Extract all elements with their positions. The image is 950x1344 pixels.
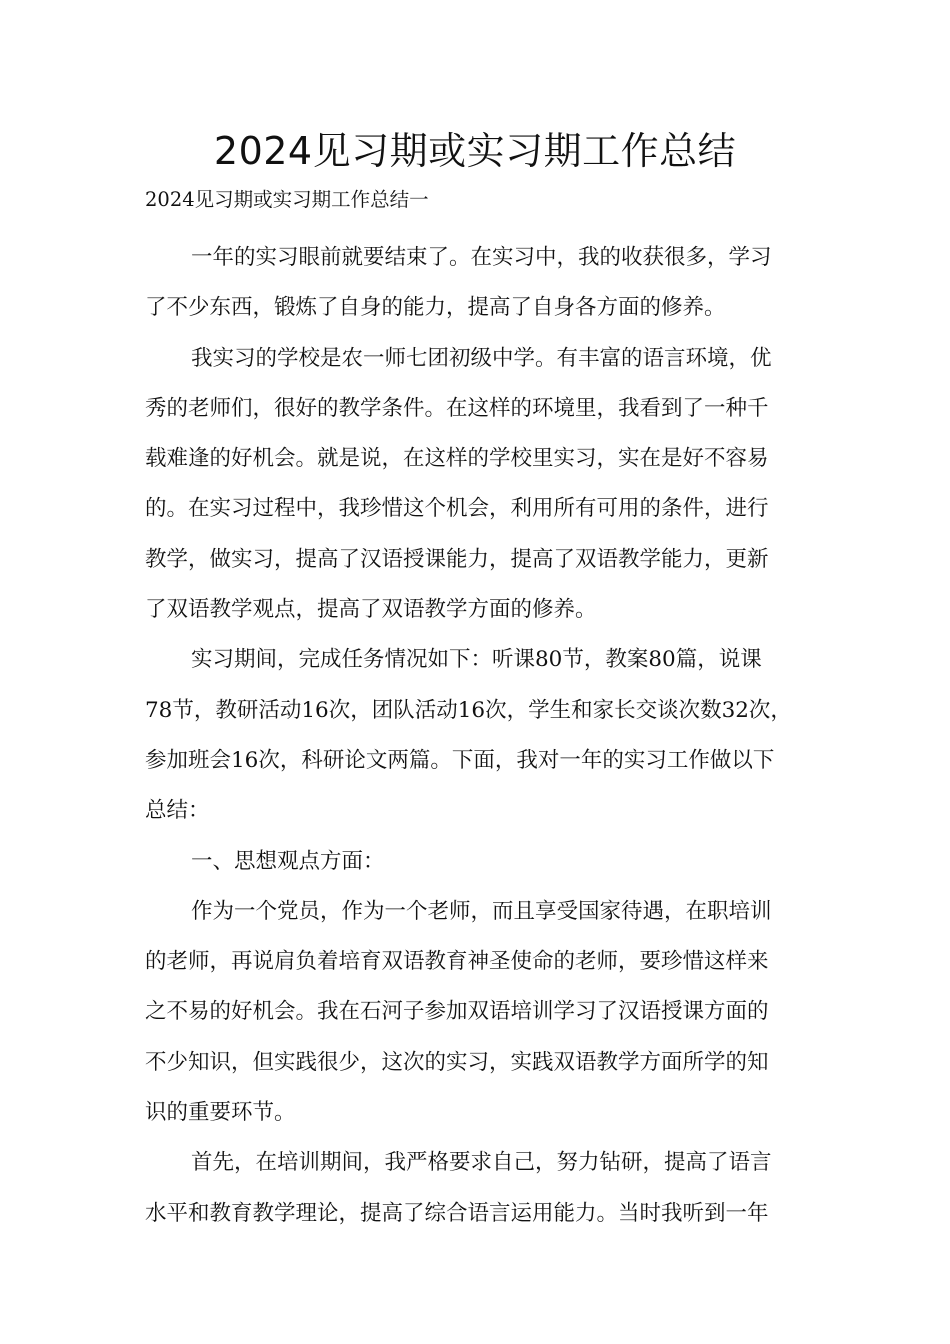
paragraph-3 [145, 635, 825, 836]
text-line: 水平和教育教学理论，提高了综合语言运用能力。当时我听到一年 [145, 1200, 769, 1226]
text-line: 78节，教研活动16次，团队活动16次，学生和家长交谈次数32次， [145, 697, 792, 723]
text-line: 的老师，再说肩负着培育双语教育神圣使命的老师，要珍惜这样来 [145, 949, 769, 975]
document-title: 2024见习期或实习期工作总结 [213, 129, 737, 173]
text-line: 一、思想观点方面： [191, 848, 385, 874]
text-line: 秀的老师们，很好的教学条件。在这样的环境里，我看到了一种千 [145, 395, 769, 421]
paragraph-4 [145, 887, 825, 1138]
text-line: 教学，做实习，提高了汉语授课能力，提高了双语教学能力，更新 [145, 546, 769, 572]
text-line: 载难逢的好机会。就是说，在这样的学校里实习，实在是好不容易 [145, 446, 769, 472]
document-body [145, 233, 825, 1239]
paragraph-2 [145, 334, 825, 636]
text-line: 参加班会16次，科研论文两篇。下面，我对一年的实习工作做以下 [145, 747, 775, 773]
text-line: 的。在实习过程中，我珍惜这个机会，利用所有可用的条件，进行 [145, 496, 769, 522]
section-heading [145, 837, 825, 887]
text-line: 了双语教学观点，提高了双语教学方面的修养。 [145, 597, 597, 623]
text-line: 识的重要环节。 [145, 1100, 296, 1126]
text-line: 一年的实习眼前就要结束了。在实习中，我的收获很多，学习 [191, 245, 772, 270]
text-line: 我实习的学校是农一师七团初级中学。有丰富的语言环境，优 [191, 345, 772, 371]
paragraph-5 [145, 1138, 825, 1239]
paragraph-1 [145, 233, 825, 334]
text-line: 实习期间，完成任务情况如下：听课80节，教案80篇，说课 [191, 647, 762, 673]
text-line: 作为一个党员，作为一个老师，而且享受国家待遇，在职培训 [191, 898, 772, 924]
section-subtitle: 2024见习期或实习期工作总结一 [145, 188, 429, 211]
text-line: 总结： [145, 798, 210, 824]
text-line: 不少知识，但实践很少，这次的实习，实践双语教学方面所学的知 [145, 1049, 769, 1075]
text-line: 了不少东西，锻炼了自身的能力，提高了自身各方面的修养。 [145, 295, 726, 321]
text-line: 之不易的好机会。我在石河子参加双语培训学习了汉语授课方面的 [145, 999, 769, 1025]
text-line: 首先，在培训期间，我严格要求自己，努力钻研，提高了语言 [191, 1150, 772, 1176]
